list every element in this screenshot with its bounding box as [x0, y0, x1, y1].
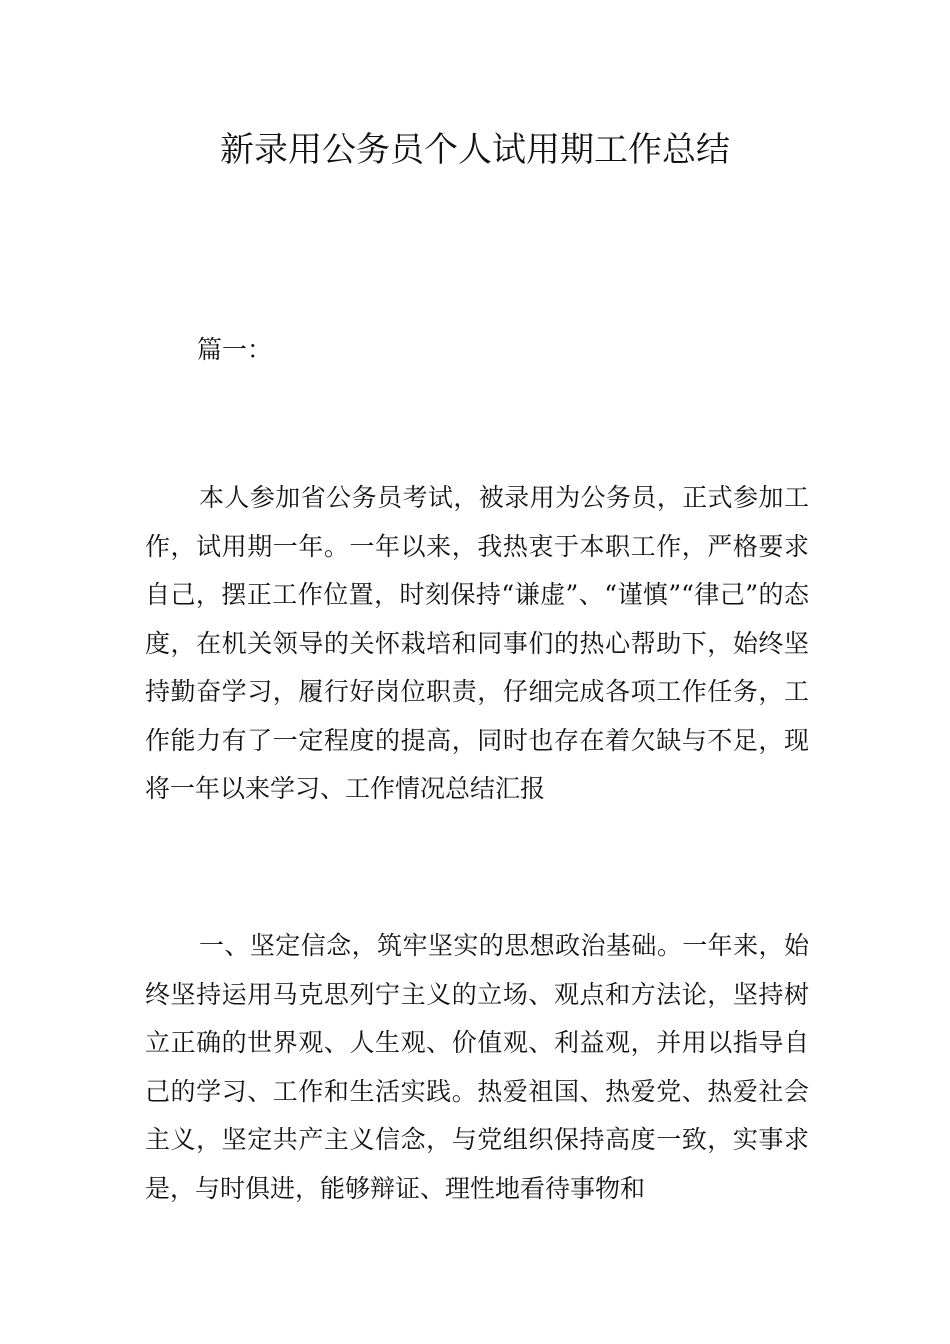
- document-title: 新录用公务员个人试用期工作总结: [220, 130, 730, 170]
- body-paragraph-2: 一、坚定信念，筑牢坚实的思想政治基础。一年来，始终坚持运用马克思列宁主义的立场、观点和方法论，坚持树立正确的世界观、人生观、价值观、利益观，并用以指导自己的学习、工作和生活实践。热爱祖国、热爱党、热爱社会主义，坚定共产主义信念，与党组织保持高度一致，实事求是，与时俱进，能够辩证、理性地看待事物和: [145, 931, 809, 1203]
- body-paragraph-1: 本人参加省公务员考试，被录用为公务员，正式参加工作，试用期一年。一年以来，我热衷于本职工作，严格要求自己，摆正工作位置，时刻保持“谦虚”、“谨慎”“律己”的态度，在机关领导的关怀栽培和同事们的热心帮助下，始终坚持勤奋学习，履行好岗位职责，仔细完成各项工作任务，工作能力有了一定程度的提高，同时也存在着欠缺与不足，现将一年以来学习、工作情况总结汇报: [145, 483, 809, 803]
- section-heading: 篇一：: [197, 335, 273, 364]
